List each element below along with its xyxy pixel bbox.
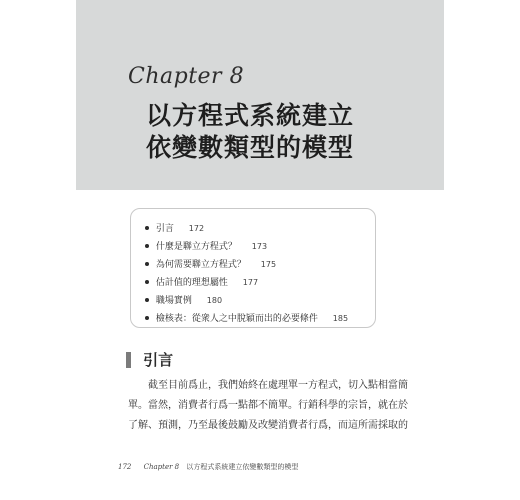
toc-item[interactable] bbox=[145, 292, 348, 310]
bullet-icon bbox=[145, 280, 149, 284]
bullet-icon bbox=[145, 316, 149, 320]
toc-item[interactable] bbox=[145, 274, 348, 292]
chapter-title bbox=[146, 100, 354, 164]
toc-list bbox=[145, 220, 348, 328]
toc-item-page: 180 bbox=[206, 296, 223, 305]
chapter-title-line-2: 依變數類型的模型 bbox=[146, 133, 355, 162]
toc-item-title: 什麼是聯立方程式？ bbox=[155, 242, 237, 252]
toc-item[interactable] bbox=[145, 310, 348, 328]
paragraph-line: 截至目前爲止，我們始終在處理單一方程式，切入點相當簡 bbox=[148, 380, 408, 391]
toc-item-title: 職場實例 bbox=[155, 296, 192, 306]
chapter-contents-box bbox=[130, 208, 376, 328]
bullet-icon bbox=[145, 226, 149, 230]
toc-item-page: 185 bbox=[332, 314, 349, 323]
bullet-icon bbox=[145, 298, 149, 302]
toc-item[interactable] bbox=[145, 220, 348, 238]
bullet-icon bbox=[145, 262, 149, 266]
footer-page-number: 172 bbox=[118, 463, 132, 471]
toc-item-title: 檢核表：從衆人之中脫穎而出的必要條件 bbox=[155, 314, 318, 324]
paragraph-line: 了解、預測，乃至最後鼓勵及改變消費者行爲，而這所需採取的 bbox=[128, 420, 408, 431]
toc-item-page: 173 bbox=[251, 242, 268, 251]
toc-item-title: 引言 bbox=[155, 224, 174, 234]
toc-item-title: 估計值的理想屬性 bbox=[155, 278, 228, 288]
toc-item-page: 172 bbox=[188, 224, 205, 233]
toc-item-page: 177 bbox=[242, 278, 259, 287]
bullet-icon bbox=[145, 244, 149, 248]
page-footer bbox=[118, 462, 298, 472]
section-marker-bar bbox=[126, 352, 131, 368]
toc-item[interactable] bbox=[145, 256, 348, 274]
chapter-label: Chapter 8 bbox=[128, 64, 245, 89]
paragraph-line: 單。當然，消費者行爲一點都不簡單。行銷科學的宗旨，就在於 bbox=[128, 400, 408, 411]
section-title: 引言 bbox=[143, 351, 174, 369]
footer-chapter-label: Chapter 8 bbox=[143, 463, 180, 471]
section-heading bbox=[126, 349, 173, 367]
toc-item-title: 為何需要聯立方程式？ bbox=[155, 260, 246, 270]
footer-chapter-title: 以方程式系統建立依變數類型的模型 bbox=[186, 463, 299, 471]
chapter-title-line-1: 以方程式系統建立 bbox=[146, 101, 355, 130]
toc-item-page: 175 bbox=[260, 260, 277, 269]
toc-item[interactable] bbox=[145, 238, 348, 256]
body-paragraph bbox=[128, 376, 408, 436]
